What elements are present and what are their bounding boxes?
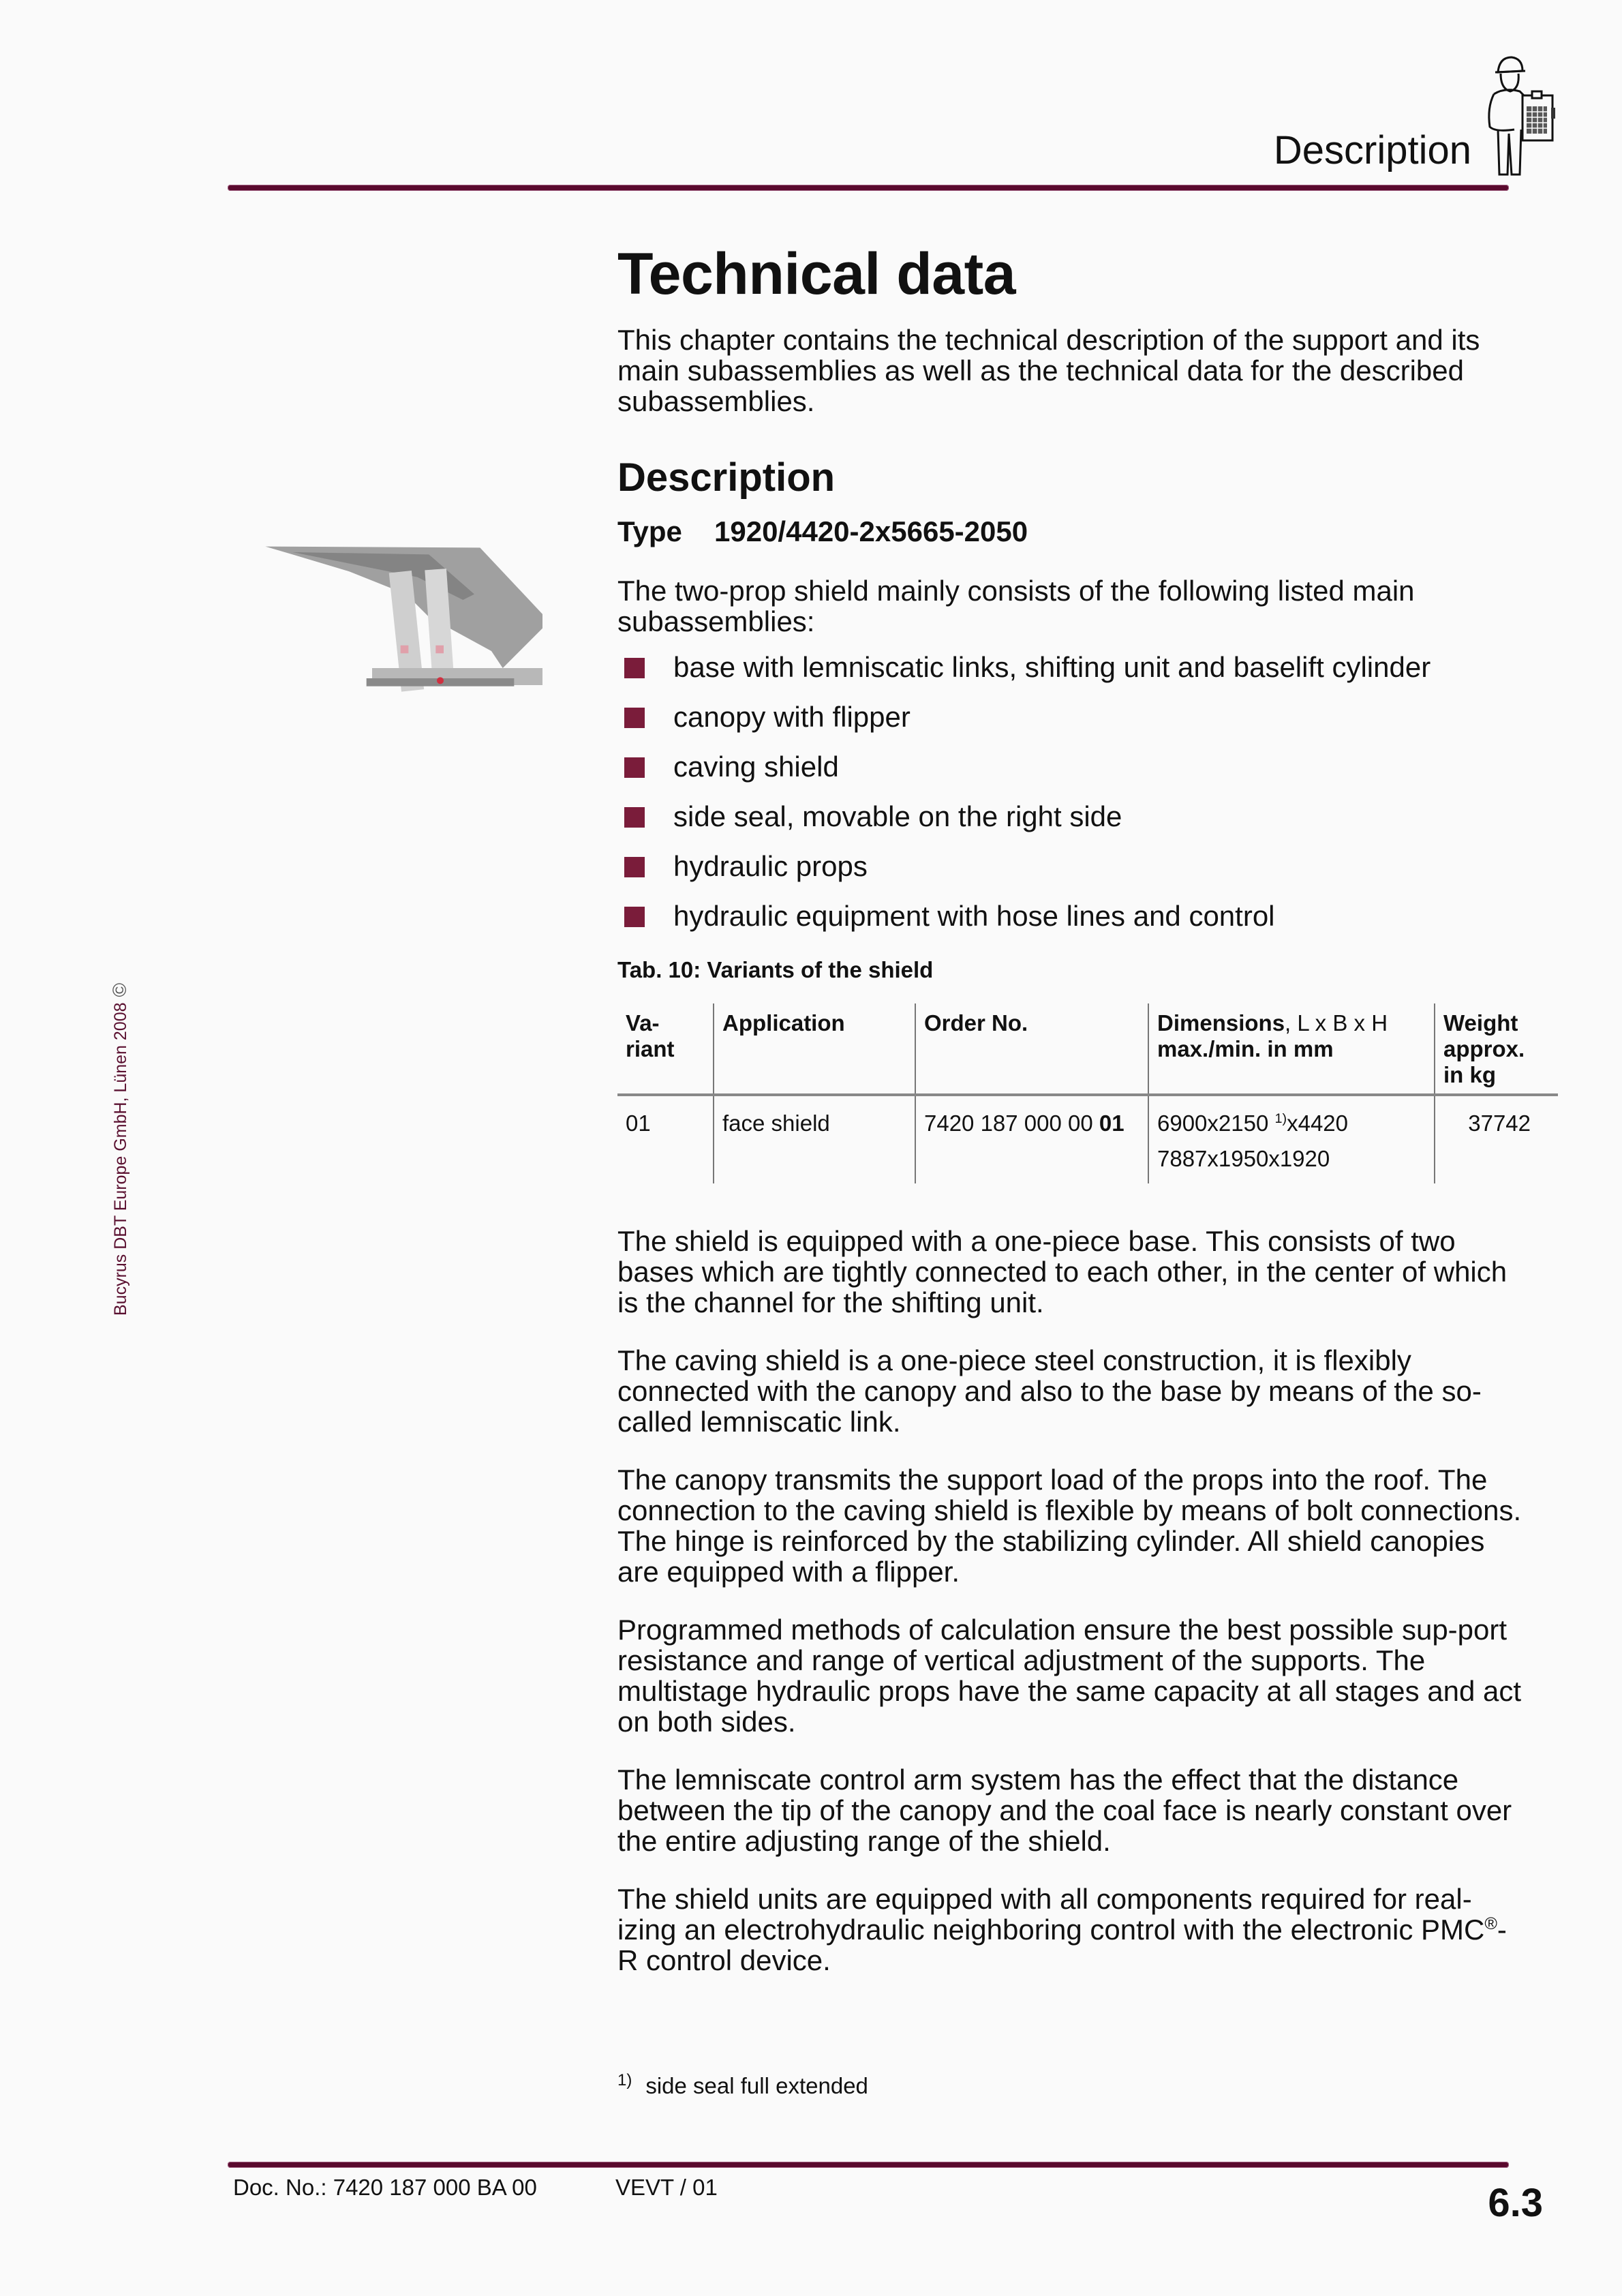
body-paragraph: Programmed methods of calculation ensure the best possible sup-port resistance and range of vertical adjustment of the supports. The multistage hydraulic props have the same capacity at all stages and act on both sides. — [617, 1614, 1522, 1738]
table-header-row — [617, 1003, 1558, 1095]
table-caption: Tab. 10: Variants of the shield — [617, 957, 934, 983]
header-variant — [617, 1003, 714, 1095]
body-paragraph: The shield is equipped with a one-piece base. This consists of two bases which are tightly connected to each other, in the center of which is the channel for the shifting unit. — [617, 1225, 1508, 1319]
table-row — [617, 1095, 1558, 1183]
subassembly-list — [617, 652, 1565, 950]
copyright-text: Bucyrus DBT Europe GmbH, Lünen 2008 — [111, 1002, 130, 1316]
main-content — [617, 242, 1565, 1976]
header-variant-line2: riant — [626, 1036, 675, 1062]
copyright-symbol: © — [109, 982, 130, 997]
body-paragraph: The lemniscate control arm system has the effect that the distance between the tip of the canopy and the coal face is nearly constant over the entire adjusting range of the shield. — [617, 1764, 1512, 1858]
header-dimensions — [1148, 1003, 1435, 1095]
footer-divider — [228, 2162, 1509, 2168]
header-dimensions-rest: , L x B x H — [1285, 1010, 1388, 1036]
dim-max-part1: 6900x2150 — [1157, 1111, 1275, 1136]
header-weight-line2: approx. — [1443, 1036, 1525, 1062]
body-paragraph: The canopy transmits the support load of the props into the roof. The connection to the caving shield is flexible by means of bolt connections. The hinge is reinforced by the stabilizing cylinder. All shield canopies are equipped with a flipper. — [617, 1464, 1522, 1588]
cell-dimensions — [1148, 1095, 1435, 1183]
type-value: 1920/4420-2x5665-2050 — [714, 515, 1028, 548]
cell-variant: 01 — [626, 1111, 651, 1136]
order-no-suffix: 01 — [1099, 1111, 1124, 1136]
bullet-square-icon — [624, 807, 645, 828]
list-item — [617, 851, 1565, 901]
header-application: Application — [714, 1003, 915, 1095]
bullet-square-icon — [624, 708, 645, 728]
list-item — [617, 751, 1565, 801]
header-variant-line1: Va- — [626, 1010, 660, 1036]
list-item-text: canopy with flipper — [673, 701, 911, 734]
page-title: Technical data — [617, 241, 1016, 307]
bullet-square-icon — [624, 857, 645, 877]
header-weight-line1: Weight — [1443, 1010, 1518, 1036]
worker-with-clipboard-icon — [1484, 53, 1566, 180]
header-dimensions-unit: max./min. in mm — [1157, 1036, 1334, 1062]
cell-weight: 37742 — [1435, 1095, 1558, 1183]
header-order-no: Order No. — [915, 1003, 1148, 1095]
list-item-text: hydraulic equipment with hose lines and control — [673, 900, 1275, 933]
copyright-note — [109, 983, 131, 1316]
header-dimensions-bold: Dimensions — [1157, 1010, 1285, 1036]
dim-max-part2: x4420 — [1287, 1111, 1349, 1136]
dim-min: 7887x1950x1920 — [1157, 1146, 1330, 1172]
footer-revision: VEVT / 01 — [615, 2175, 718, 2200]
list-item — [617, 901, 1565, 950]
last-paragraph-text: The shield units are equipped with all components required for real-izing an electrohydraulic neighboring control with the electronic PMC — [617, 1883, 1485, 1946]
bullet-square-icon — [624, 757, 645, 778]
intro-paragraph: This chapter contains the technical description of the support and its main subassemblies as well as the technical data for the described subassemblies. — [617, 323, 1480, 417]
cell-application: face shield — [714, 1095, 915, 1183]
body-paragraphs — [617, 1226, 1565, 1976]
registered-mark: ® — [1484, 1914, 1497, 1934]
body-paragraph: The caving shield is a one-piece steel construction, it is flexibly connected with the canopy and also to the base by means of the so-called lemniscatic link. — [617, 1344, 1482, 1438]
order-no-prefix: 7420 187 000 00 — [924, 1111, 1099, 1136]
page-number: 6.3 — [1488, 2181, 1543, 2225]
list-item-text: base with lemniscatic links, shifting unit and baselift cylinder — [673, 651, 1431, 684]
type-designation — [617, 515, 1565, 548]
footnote-text: side seal full extended — [645, 2073, 868, 2098]
list-item-text: hydraulic props — [673, 850, 868, 883]
header-weight-line3: in kg — [1443, 1062, 1497, 1088]
cell-order-no — [915, 1095, 1148, 1183]
list-item-text: side seal, movable on the right side — [673, 800, 1122, 833]
list-item — [617, 801, 1565, 851]
header-weight — [1435, 1003, 1558, 1095]
footnote — [617, 2071, 868, 2099]
bullet-square-icon — [624, 907, 645, 927]
footer-doc-number: Doc. No.: 7420 187 000 BA 00 — [233, 2175, 537, 2200]
section-heading: Description — [617, 455, 836, 500]
list-item-text: caving shield — [673, 751, 839, 783]
bullet-square-icon — [624, 658, 645, 678]
footnote-mark: 1) — [617, 2071, 632, 2089]
list-item — [617, 652, 1565, 701]
shield-illustration — [236, 532, 577, 702]
list-item — [617, 701, 1565, 751]
type-label: Type — [617, 515, 682, 548]
variants-table — [617, 1003, 1558, 1183]
dim-footnote-ref: 1) — [1274, 1111, 1287, 1127]
header-section-title: Description — [1273, 128, 1471, 172]
header-divider — [228, 185, 1509, 191]
last-paragraph-tail: -R control device. — [617, 1914, 1507, 1977]
body-paragraph-last — [617, 1884, 1524, 1976]
lead-paragraph: The two-prop shield mainly consists of the following listed main subassemblies: — [617, 575, 1415, 638]
